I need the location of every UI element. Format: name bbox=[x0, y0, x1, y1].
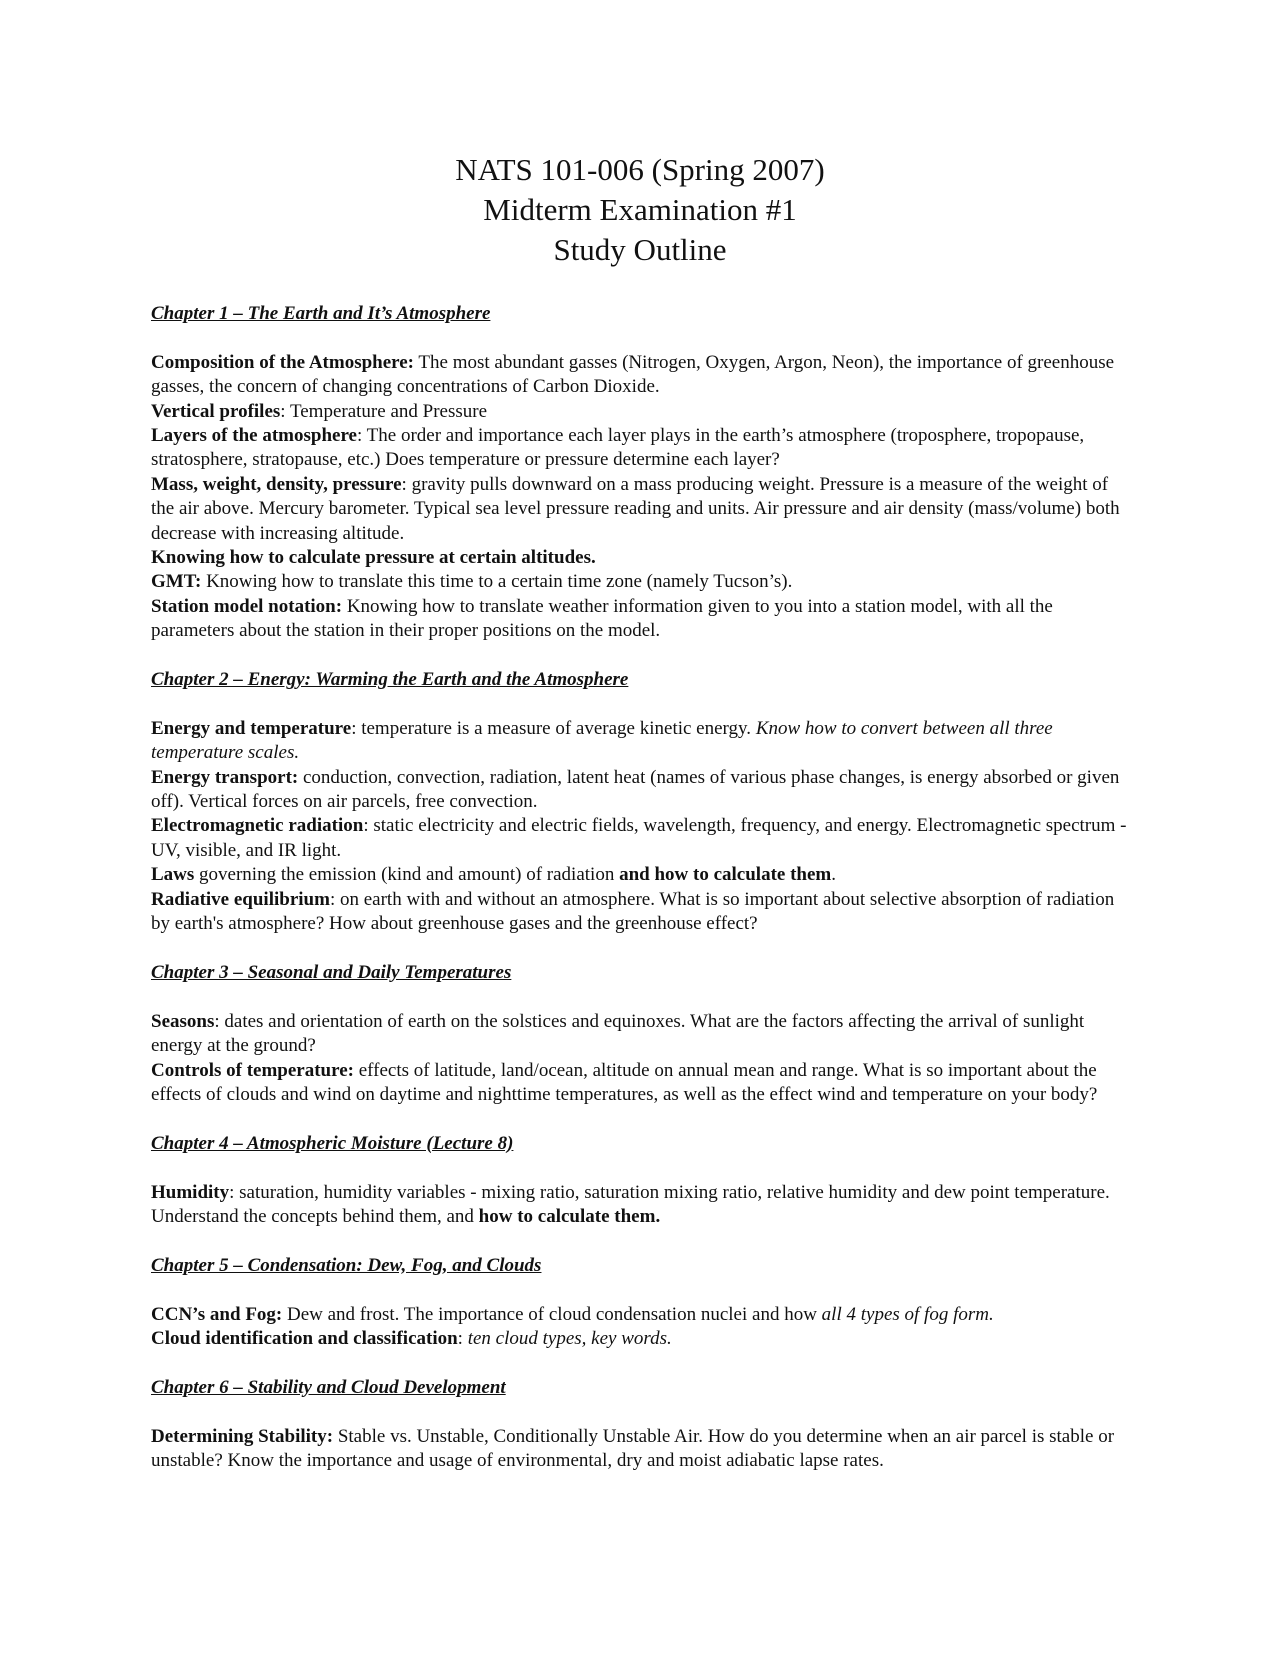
topic-term: Layers of the atmosphere bbox=[151, 425, 357, 447]
topic-paragraph bbox=[151, 595, 1136, 644]
topic-term: Energy transport: bbox=[151, 766, 299, 788]
chapter-6-section bbox=[151, 1425, 1136, 1474]
topic-paragraph bbox=[151, 1181, 1136, 1230]
topic-text: Stable vs. Unstable, Conditionally Unstable Air. How do you determine when an air parcel is stable or unstable? Know the importance and usage of environmental, dry and moist adiabatic lapse rates. bbox=[151, 1425, 1115, 1471]
chapter-4-heading: Chapter 4 – Atmospheric Moisture (Lecture 8) bbox=[151, 1132, 514, 1154]
topic-emphasis: ten cloud types, key words. bbox=[467, 1327, 672, 1349]
topic-paragraph bbox=[151, 888, 1136, 937]
topic-text: governing the emission (kind and amount) of radiation bbox=[194, 864, 620, 886]
chapter-5-heading: Chapter 5 – Condensation: Dew, Fog, and Clouds bbox=[151, 1254, 542, 1276]
topic-text: : The order and importance each layer plays in the earth’s atmosphere (troposphere, tropopause, stratosphere, stratopause, etc.) Does temperature or pressure determine each layer? bbox=[151, 425, 1085, 471]
topic-term: Laws bbox=[151, 864, 195, 886]
topic-term: Vertical profiles bbox=[151, 400, 281, 422]
topic-emphasis: all 4 types of fog form. bbox=[821, 1303, 994, 1325]
chapter-1-heading: Chapter 1 – The Earth and It’s Atmosphere bbox=[151, 303, 491, 324]
chapter-3-section bbox=[151, 1010, 1136, 1108]
topic-term: Mass, weight, density, pressure bbox=[151, 473, 402, 495]
title-line-1: NATS 101-006 (Spring 2007) bbox=[455, 152, 825, 187]
topic-text: : bbox=[457, 1327, 468, 1349]
topic-term: Knowing how to calculate pressure at certain altitudes. bbox=[151, 547, 596, 569]
topic-term: Energy and temperature bbox=[151, 717, 352, 739]
chapter-1-section bbox=[151, 351, 1136, 644]
topic-paragraph bbox=[151, 546, 1136, 570]
topic-text: effects of latitude, land/ocean, altitude on annual mean and range. What is so important about the effects of clouds and wind on daytime and nighttime temperatures, as well as the effect wind and temperature on your body? bbox=[151, 1059, 1098, 1105]
topic-text: : dates and orientation of earth on the solstices and equinoxes. What are the factors affecting the arrival of sunlight energy at the ground? bbox=[151, 1010, 1085, 1057]
topic-paragraph bbox=[151, 1059, 1136, 1108]
topic-term: Seasons bbox=[151, 1010, 215, 1032]
topic-term: Radiative equilibrium bbox=[151, 888, 330, 910]
study-outline-body bbox=[151, 302, 1136, 1498]
topic-text: : Temperature and Pressure bbox=[280, 400, 487, 422]
topic-text: Knowing how to translate weather information given to you into a station model, with all the parameters about the station in their proper positions on the model. bbox=[151, 595, 1053, 642]
topic-term: CCN’s and Fog: bbox=[151, 1303, 283, 1325]
topic-text: : static electricity and electric fields, wavelength, frequency, and energy. Electromagnetic spectrum - UV, visible, and IR light. bbox=[151, 815, 1127, 861]
topic-term: Cloud identification and classification bbox=[151, 1327, 458, 1349]
topic-paragraph bbox=[151, 1303, 1136, 1327]
document-title bbox=[0, 150, 1280, 270]
topic-paragraph bbox=[151, 814, 1136, 863]
topic-term: Humidity bbox=[151, 1181, 230, 1203]
topic-term: GMT: bbox=[151, 571, 202, 593]
chapter-4-section bbox=[151, 1181, 1136, 1230]
topic-paragraph bbox=[151, 717, 1136, 766]
topic-paragraph bbox=[151, 1327, 1136, 1351]
topic-paragraph bbox=[151, 570, 1136, 594]
topic-paragraph bbox=[151, 351, 1136, 400]
topic-paragraph bbox=[151, 424, 1136, 473]
topic-paragraph bbox=[151, 863, 1136, 887]
topic-text: Knowing how to translate this time to a certain time zone (namely Tucson’s). bbox=[201, 571, 793, 593]
topic-term: Station model notation: bbox=[151, 595, 343, 617]
chapter-6-heading: Chapter 6 – Stability and Cloud Development bbox=[151, 1376, 506, 1398]
topic-text: Dew and frost. The importance of cloud condensation nuclei and how bbox=[282, 1303, 822, 1325]
topic-bold-tail: how to calculate them. bbox=[478, 1205, 661, 1227]
topic-term: Determining Stability: bbox=[151, 1425, 334, 1447]
topic-text: : temperature is a measure of average kinetic energy. bbox=[351, 717, 756, 739]
topic-paragraph bbox=[151, 1010, 1136, 1059]
chapter-3-heading: Chapter 3 – Seasonal and Daily Temperatures bbox=[151, 961, 512, 983]
topic-term: Composition of the Atmosphere: bbox=[151, 351, 415, 373]
topic-text: : saturation, humidity variables - mixing ratio, saturation mixing ratio, relative humidity and dew point temperature. Understand the concepts behind them, and bbox=[151, 1181, 1110, 1227]
topic-emphasis: Know how to convert between all three temperature scales. bbox=[151, 717, 1053, 764]
topic-text: : on earth with and without an atmosphere. What is so important about selective absorption of radiation by earth's atmosphere? How about greenhouse gases and the greenhouse effect? bbox=[151, 888, 1115, 935]
title-line-2: Midterm Examination #1 bbox=[483, 192, 797, 227]
topic-text: : gravity pulls downward on a mass producing weight. Pressure is a measure of the weight of the air above. Mercury barometer. Typical sea level pressure reading and units. Air pressure and air density (mass/volume) both decrease with increasing altitude. bbox=[151, 473, 1120, 544]
topic-paragraph bbox=[151, 766, 1136, 815]
topic-paragraph bbox=[151, 1425, 1136, 1474]
topic-paragraph bbox=[151, 400, 1136, 424]
topic-term: Electromagnetic radiation bbox=[151, 815, 364, 837]
topic-text: The most abundant gasses (Nitrogen, Oxygen, Argon, Neon), the importance of greenhouse gasses, the concern of changing concentrations of Carbon Dioxide. bbox=[151, 351, 1115, 398]
topic-term: Controls of temperature: bbox=[151, 1059, 354, 1081]
chapter-2-section bbox=[151, 717, 1136, 937]
topic-text: conduction, convection, radiation, latent heat (names of various phase changes, is energy absorbed or given off). Vertical forces on air parcels, free convection. bbox=[151, 766, 1120, 813]
title-line-3: Study Outline bbox=[553, 232, 727, 267]
topic-bold-tail: and how to calculate them bbox=[619, 864, 832, 886]
topic-paragraph bbox=[151, 473, 1136, 546]
chapter-2-heading: Chapter 2 – Energy: Warming the Earth and the Atmosphere bbox=[151, 669, 629, 691]
chapter-5-section bbox=[151, 1303, 1136, 1352]
topic-tail: . bbox=[831, 864, 836, 886]
